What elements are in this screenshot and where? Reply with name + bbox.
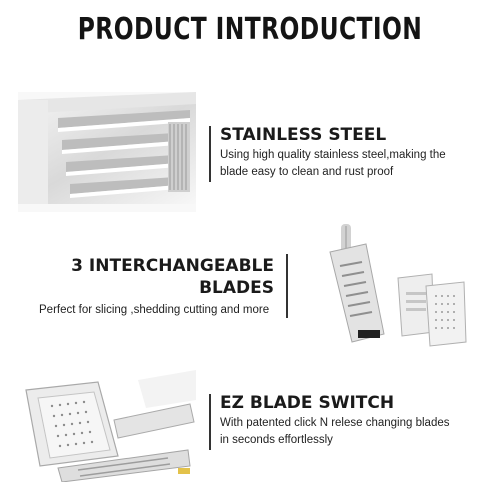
section-divider bbox=[286, 254, 288, 318]
feature-description-line: Using high quality stainless steel,making the bbox=[220, 149, 446, 161]
feature-description: Perfect for slicing ,shedding cutting and more bbox=[39, 304, 270, 316]
feature-heading: STAINLESS STEEL bbox=[220, 125, 387, 145]
feature-heading: 3 INTERCHANGEABLE bbox=[71, 256, 274, 276]
feature-description-line: in seconds effortlessly bbox=[220, 434, 333, 446]
blade-switch-image bbox=[18, 360, 196, 482]
feature-description-line: blade easy to clean and rust proof bbox=[220, 166, 394, 178]
feature-heading: BLADES bbox=[199, 278, 274, 298]
section-divider bbox=[209, 394, 211, 450]
feature-description-line: With patented click N relese changing blades bbox=[220, 417, 450, 429]
stainless-steel-image bbox=[18, 92, 196, 212]
page-title: PRODUCT INTRODUCTION bbox=[77, 12, 423, 47]
section-divider bbox=[209, 126, 211, 182]
feature-heading: EZ BLADE SWITCH bbox=[220, 393, 395, 413]
three-blades-image bbox=[296, 222, 480, 348]
